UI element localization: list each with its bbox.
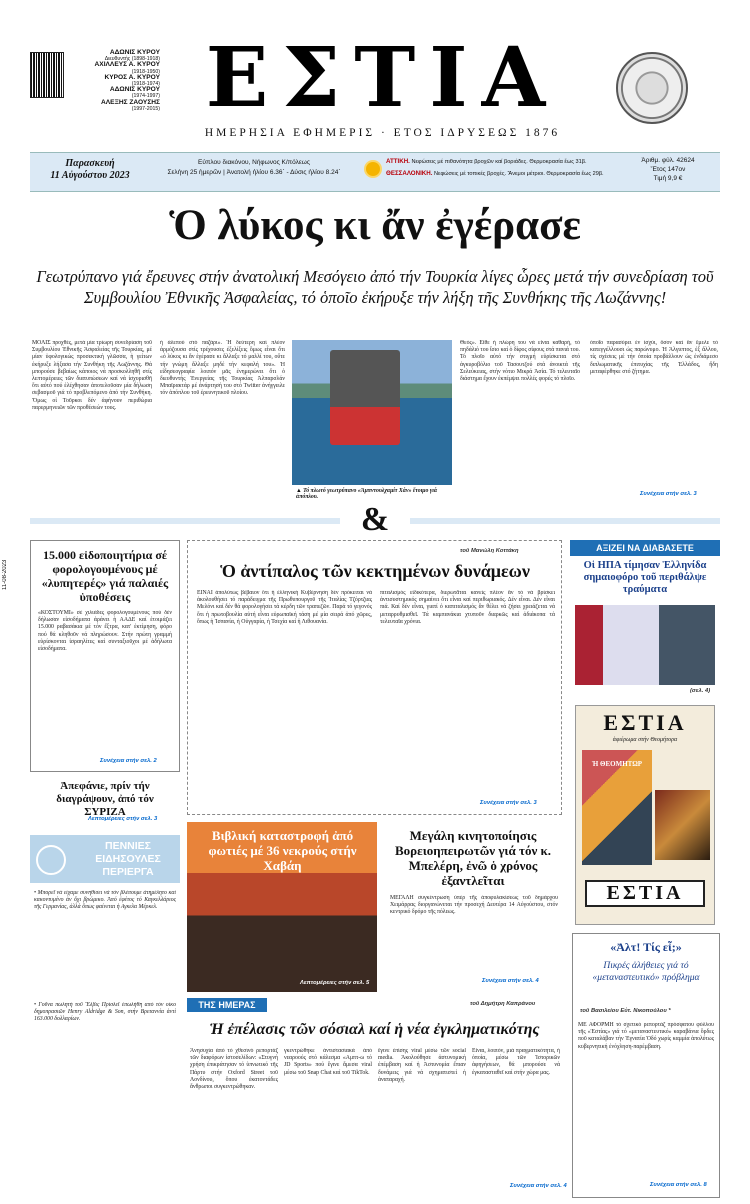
rally-continue[interactable]: Συνέχεια στήν σελ. 4 [482,978,539,984]
today-col-2: γκεντρώθηκε ἀντιστασιακά ἀπό νεαροούς στό κάλεσμα «Αμπτ-ω τό JD Sports» πού ἔγινε ἄμεσα viral μέσω τοῦ Snap Chat καί τοῦ TikTok. [284,1048,372,1076]
opinion-author: τοῦ Μανώλη Κοττάκη [460,548,519,554]
masthead: ΕΣΤΙΑ [205,30,560,126]
ad-footer-logo: ΕΣΤΙΑ [585,880,705,907]
today-col-3: ἔγινε ἐπίσης viral μέσω τῶν social media. Ἀκολούθησε ἀστυνομική ἐπέμβαση καί ἡ Ἀστυνομία ἔπιαν δυνάμεις γιά νά σχηματιστεί ἡ ἀναταραχή. [378,1048,466,1083]
snippet-2: • Γοῦνα πωλητή τοῦ Ἔλβις Πρίσλεϊ ἐπωλήθη από τόν οἶκο δημοπρασιῶν Henry Aldridge & Son, στήν Βρεταννία ἀντί 163.000 δολλαρίων. [34,1002,176,1023]
today-continue[interactable]: Συνέχεια στήν σελ. 4 [510,1183,567,1189]
quote-subtitle: Πικρές ἀλήθειες γιά τό «μεταναστευτικό» πρόβλημα [592,961,700,983]
globe-icon [36,845,66,875]
today-tag: ΤΗΣ ΗΜΕΡΑΣ [187,998,267,1012]
opinion-col-2: πιταλισμός εἰδικότερα, διερωτᾶται κανείς πλέον ἄν τό νά βρίσκει ἀντισυστημικός σημαίνει ὅτι εἶναι καί περιθωριακός. Δέν εἶναι. Δέν εἶναι πιά. Καί δέν εἶναι, γιατί ὁ καπιταλισμός ἄν θέλει νά ζήσει χρειάζεται νά μεταρρυθμισθεῖ. Τά καμπανάκια χτυποῦν διαρκῶς καί ἀδιάκοπα τά τελευταῖα χρόνια. [380,590,555,625]
main-col-3: Θεός». Εἶθε ἡ πλώρη του νά εἶναι καθαρή, τό πηδάλιό του ἴσιο καί ὁ δίφος σίφους στά πανιά του. Τό πλοῖο αὐτό τήν στιγμή εὑρίσκεται στό ἀγκυροβόλιο τοῦ Τασουτζού στά ἀνοικτά τῆς Σελεύκειας, στήν νότιο Μικρά Ἀσία. Τό τελευταῖο διάστημα ἔχουν ἐκπέμψει πολλές φορές τό πλοῖο. [460,340,580,383]
rally-body: ΜΕΓΑΛΗ συγκέντρωση ὑπέρ τῆς ἀποφυλακίσεως τοῦ δημάρχου Χειμάρρας διοργανώνεται τήν προσεχή Δευτέρα 14 Αὐγούστου, στόν κεντρικό δρόμο τῆς πόλεως. [390,895,558,916]
today-author: τοῦ Δημήτρη Καπράνου [470,1001,536,1007]
masthead-subtitle: ΗΜΕΡΗΣΙΑ ΕΦΗΜΕΡΙΣ · ΕΤΟΣ ΙΔΡΥΣΕΩΣ 1876 [204,127,561,139]
ad-book-title: Ἡ ΘΕΟΜΗΤΩΡ [591,760,643,768]
ad-line: ἀφιέρωμα στήν Θεομήτορα [612,737,678,743]
today-col-4: Εἶναι, λοιπόν, μιά πραγματικότητα, ἡ ὁποία, μέσω τῶν Ἰστορικῶν ἀφηγήσεων, θά μπορούσε νά ἐγκατασταθεῖ καί στήν χώρα μας. [472,1048,560,1076]
opinion-continue[interactable]: Συνέχεια στήν σελ. 3 [480,800,537,806]
issue-date: Παρασκευή 11 Αὐγούστου 2023 [50,158,130,181]
weather-forecast: ΑΤΤΙΚΗ. Νεφώσεις μέ πιθανότητα βροχῶν καί βοριάδες. Θερμοκρασία ἕως 31β. ΘΕΣΣΑΛΟΝΙΚΗ. Νεφώσεις μέ τοπικές βροχές. Ἄνεμοι μέτριοι. Θερμοκρασία ἕως 29β. [386,158,604,177]
tax-title[interactable]: 15.000 εἰδοποιητήρια σέ φορολογουμένους μέ «λυπητερές» γιά παλαιές ὑποθέσεις [41,548,169,604]
ampersand-divider: & [360,501,390,538]
divider-left [30,518,340,524]
syriza-continue[interactable]: Λεπτομέρειες στήν σελ. 3 [88,816,158,822]
seal-emblem-icon [616,52,688,124]
today-title[interactable]: Ἡ ἐπέλασις τῶν σόσιαλ καί ἡ νέα ἐγκληματικότης [209,1021,540,1038]
pennies-title: ΠΕΝΝΙΕΣ ΕΙΔΗΣΟΥΛΕΣ ΠΕΡΙΕΡΓΑ [95,840,161,878]
sun-icon [366,162,380,176]
ad-masthead: ΕΣΤΙΑ [603,710,687,735]
divider-right [410,518,720,524]
founder-3: ΚΥΡΟΣ Α. ΚΥΡΟΥ (1918-1974) [104,73,160,88]
quote-continue[interactable]: Συνέχεια στήν σελ. 8 [650,1182,707,1188]
founder-2: ΑΧΙΛΛΕΥΣ Α. ΚΥΡΟΥ (1918-1950) [94,61,160,75]
opinion-title[interactable]: Ὁ ἀντίπαλος τῶν κεκτημένων δυνάμεων [220,561,530,581]
saint-of-day: Εὐπλου διακόνου, Νήφωνος Κ/πόλεως Σελήνη 25 ἡμερῶν | Ἀνατολή ἡλίου 6.36΄ - Δύσις ἡλίου 8.24΄ [167,159,341,176]
quote-body: ΜΕ ΑΦΟΡΜΗ τό σχετικό ρεπορτάζ πρόσφατου φύλλου τῆς «Ἑστίας» γιά τό «μεταναστευτικό» καραβάνια ὅρδες ποῦ καταλάβαν τήν Ἐγνατία Ὁδό χωρίς καμμία ἀπολύτως κυβερνητική ἐνόχληση-παρέμβαση. [578,1022,714,1050]
quote-author: τοῦ Βασιλείου Εὐτ. Νικοπούλου * [580,1008,671,1014]
must-read-tag: ΑΞΙΖΕΙ ΝΑ ΔΙΑΒΑΣΕΤΕ [570,540,720,556]
main-headline[interactable]: Ὁ λύκος κι ἄν ἐγέρασε [169,202,581,249]
icon-image [655,790,710,860]
photo-caption: ▲ Τό πλωτό γεωτρύπανο «Ἀμπντουλχαμίτ Χάν» ἔτοιμο γιά ἀπόπλου. [296,488,438,500]
founders-list [30,50,160,112]
side-date: 11-08-2023 [2,559,8,590]
main-continue-link[interactable]: Συνέχεια στήν σελ. 3 [640,491,697,497]
main-col-4: ὁποῖο παρασύρει ἐν ἰσχύι, ὅσον καί ἄν ἔμελε τό κατεγγέλλουσι ὡς παρώνυμο. Ἡ Ἀλγυπτος, ἐξ ἄλλου, τίς σχέσεις μέ τήν ὁποία προβάλλουν ὡς ἐνδιάμεσο διπλωματικῆς ἐπιτυχίας τῆς Ἑλλάδος, ἤδη μεταφέρθηκε στό ζήτημα. [590,340,718,375]
fires-caption[interactable]: Λεπτομέρειες στήν σελ. 5 [300,980,370,986]
issue-info: Ἀριθμ. φύλ. 42624 Ἔτος 147ον Τιμή 9,9 € [641,157,695,182]
must-read-title[interactable]: Οἱ ΗΠΑ τίμησαν Ἑλληνίδα σημαιοφόρο τοῦ περιθάλψε τραύματα [583,560,707,595]
main-col-2: ἡ ἀλεπού στό παζάρι». Ἡ δεύτερη καί πλέον ἀρμόζουσα στίς τρέχουσες ἐξελίξεις ὅμως εἶναι ὅτι «ὁ λύκος κι ἄν ἐγέρασε κι ἄλλαξε τό μαλλί του, οὔτε τήν γνώμη ἄλλαξε μηδέ τήν κεφαλή του». Ἡ εἰδησεογραφία λοιπόν μᾶς ἐνημερώνει ὅτι ὁ διευθυντής Ἐνεργείας τῆς Τουρκίας Ἀλπαρσλάν Μπαϊρακτάρ μέ ἀνάρτησή του στό Twitter ἀνήγγειλε τόν ἀπόπλου τοῦ ἐρευνητικοῦ πλοίου. [160,340,285,397]
ceremony-photo [575,605,715,685]
main-subhead: Γεωτρύπανο γιά ἔρευνες στήν ἀνατολική Μεσόγειο ἀπό τήν Τουρκία λίγες ὧρες μετά τήν συνεδρίαση τοῦ Συμβουλίου Ἐθνικῆς Ἀσφαλείας, τό ὁποῖο ἐκήρυξε τήν λήξη τῆς Συνθήκης τῆς Λωζάννης! [36,267,714,307]
rally-title[interactable]: Μεγάλη κινητοποίησις Βορειοηπειρωτῶν γιά τόν κ. Μπελέρη, ἐνῶ ὁ χρόνος ἐξαντλεῖται [395,828,551,888]
tax-body: «ΚΟΣΤΟΥΜΙ» σέ χιλιάδες φορολογουμένους πού δέν δήλωσαν εἰσοδήματα ἀράνει ἡ ΑΑΔΕ καί ἐτοιμάζει 15.000 ραβασάκια μέ τόν ἔξτρα, κατ' ἐκτίμηση, φόρο πού θά κληθοῦν νά πληρώσουν. Στήν πρώτη γραμμή εὑρίσκονται ἰσραηλίτες καί συνταξιοῦχοι μέ ἀδήλωτα εἰσοδήματα. [38,610,172,653]
today-col-1: Ἀνησυχία ἀπό τό χθεσινό ρεπορτάζ τῶν διαφόρων ἰστοσελίδων: «Στυγνή χρήση ἐπικράτησαν τό ὑπνωτικό τῆς Πάρτυ στήν Oxford Street τοῦ Λονδίνου, ὅπου ἑκατοντάδες ἄνθρωποι συγκεντρώθηκαν. [190,1048,278,1091]
fires-title[interactable]: Βιβλική καταστροφή ἀπό φωτιές μέ 36 νεκρούς στήν Χαβάη [208,828,357,873]
founder-1: ΑΔΩΝΙΣ ΚΥΡΟΥ Διευθυντής (1898-1918) [104,49,160,63]
founder-5: ΑΛΕΞΗΣ ΖΑΟΥΣΗΣ (1997-2015) [101,98,160,112]
founder-4: ΑΔΩΝΙΣ ΚΥΡΟΥ (1974-1997) [109,86,160,100]
main-col-1: ΜΟΛΙΣ προχθές, μετά μία τρίωρη συνεδρίαση τοῦ Συμβουλίου Ἐθνικῆς Ἀσφαλείας τῆς Τουρκίας, μέ μίαν ὑφολογικώς προσεκτική γλῶσσα, ἡ γείτων ἐκήρυξε λήξασα τήν Συνθήκη τῆς Λωζάννης. Θά μπορούσε βεβαίως κάποιος νά προσκολληθῆ στίς λεπτομέρειες τῶν διατυπώσεων καί νά ἰσχυρισθῆ ὅτι αὐτό πού ἐλέχθησαν ἀποτελοῦσαν μία δήλωση σεβασμοῦ γιά τό προβλεπόμενο ἀπό τήν Συνθήκη. Ὅμως οἱ Τοῦρκοι δέν ἀφήνουν περιθώρια παρερμηνειῶν τῶν προθέσεών τους. [32,340,152,411]
drilling-rig-shape [330,350,400,445]
snippet-1: • Μπορεῖ νά εἶχαμε συνηθίσει νά τόν βλέπουμε ἀτημέλητο καί κακοντυμένο ἀν ὄχι βρώμικο. Ἀπό ἐφέτος τό Καγκελλάριος τῆς Γερμανίας, ἀλλά ὅπως φαίνεται ἡ Αγκελα Μέρκελ. [34,890,176,911]
opinion-col-1: ΕΙΝΑΙ ἀπολύτως βέβαιον ὅτι ἡ ἑλληνική Κυβέρνηση δέν πρόκειται νά ἀκολουθήσει τό παράδειγμα τῆς Πρωθυπουργοῦ τῆς Ἰταλίας Τζόρτζιας Μελόνι καί δέν θά φορολογήσει τά κέρδη τῶν τραπεζῶν. Παρά τό γεγονός ὅτι ἡ πρωτοβουλία αὐτή εἶναι εὐρωπαϊκή τάση μέ μία σειρά ἀπό χῶρες, ὅπως ἡ Ἰσπανία, ἡ Οὐγγαρία, ἡ Τσεχία καί ἡ Λιθουανία. [197,590,372,625]
quote-title[interactable]: «Ἀλτ! Τίς εἶ;» [610,940,682,954]
tax-continue[interactable]: Συνέχεια στήν σελ. 2 [100,758,157,764]
ceremony-ref: (σελ. 4) [690,688,711,694]
syriza-title[interactable]: Ἀπεφάνιε, πρίν τήν διαγράψουν, ἀπό τόν ΣΥΡΙΖΑ [56,780,154,818]
